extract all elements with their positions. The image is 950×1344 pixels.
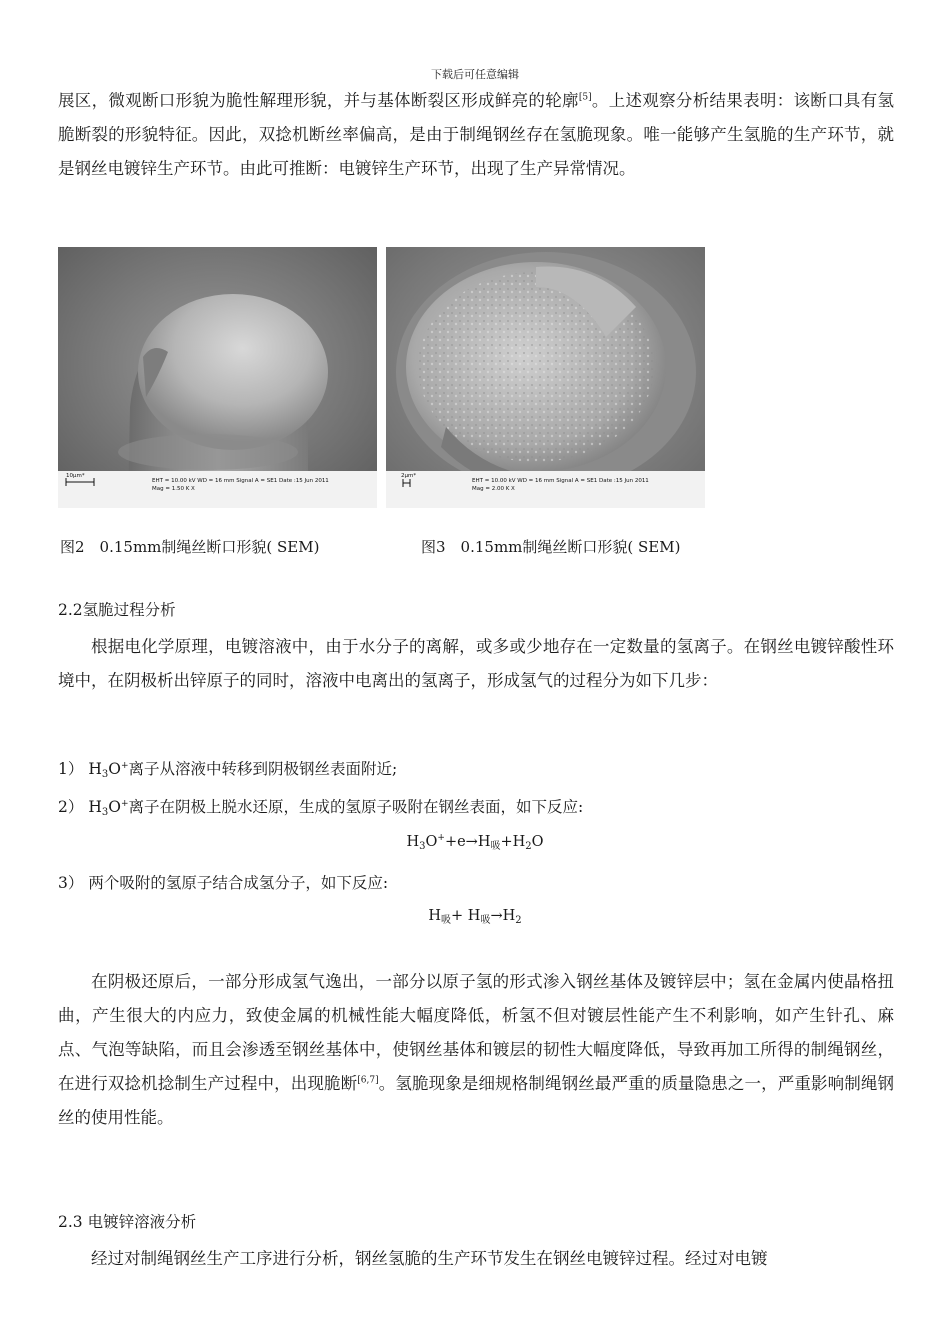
sem-info-line1: EHT = 10.00 kV WD = 16 mm Signal A = SE1 Date :15 Jun 2011	[152, 478, 329, 484]
equation-2: $H_吸+ H_吸\to H_2$	[428, 908, 522, 926]
sem-info-line1: EHT = 10.00 kV WD = 16 mm Signal A = SE1 Date :15 Jun 2011	[472, 478, 649, 484]
sem-info-line2: Mag = 1.50 K X	[152, 486, 195, 492]
section-heading-2-2: 2.2氢脆过程分析	[58, 601, 176, 619]
equation-1: $H_3O^++e\to H_吸+H_2O$	[406, 833, 544, 852]
citation-ref: [6,7]	[357, 1075, 379, 1086]
sem-image-figure3	[386, 247, 705, 508]
step-1: 1） $H_3O^+$离子从溶液中转移到阴极钢丝表面附近;	[58, 760, 398, 780]
paragraph-hydrogen-process: 根据电化学原理，电镀溶液中，由于水分子的离解，或多或少地存在一定数量的氢离子。在钢丝电镀锌酸性环境中，在阴极析出锌原子的同时，溶液中电离出的氢离子，形成氢气的过程分为如下几步：	[58, 637, 894, 690]
scale-bar-label: 10μm*	[66, 473, 85, 479]
step-3: 3） 两个吸附的氢原子结合成氢分子，如下反应:	[58, 874, 389, 892]
citation-ref: [5]	[578, 92, 592, 103]
figure3-caption: 图3 0.15mm制绳丝断口形貌( SEM)	[421, 538, 681, 556]
sem-info-line2: Mag = 2.00 K X	[472, 486, 515, 492]
paragraph-intro: 展区，微观断口形貌为脆性解理形貌，并与基体断裂区形成鲜亮的轮廓[5]。上述观察分析结果表明：该断口具有氢脆断裂的形貌特征。因此，双捻机断丝率偏高，是由于制绳钢丝存在氢脆现象。唯一能够产生氢脆的生产环节，就是钢丝电镀锌生产环节。由此可推断：电镀锌生产环节，出现了生产异常情况。	[58, 91, 895, 178]
step-2: 2） $H_3O^+$离子在阴极上脱水还原，生成的氢原子吸附在钢丝表面，如下反应:	[58, 798, 584, 818]
sem-image-figure2	[58, 247, 377, 508]
scale-bar-label: 2μm*	[401, 473, 417, 479]
paragraph-hydrogen-effects: 在阴极还原后，一部分形成氢气逸出，一部分以原子氢的形式渗入钢丝基体及镀锌层中；氢在金属内使晶格扭曲，产生很大的内应力，致使金属的机械性能大幅度降低，析氢不但对镀层性能产生不利影响，如产生针孔、麻点、气泡等缺陷，而且会渗透至钢丝基体中，使钢丝基体和镀层的韧性大幅度降低，导致再加工所得的制绳钢丝，在进行双捻机捻制生产过程中，出现脆断[6,7]。氢脆现象是细规格制绳钢丝最严重的质量隐患之一，严重影响制绳钢丝的使用性能。	[58, 972, 895, 1127]
section-heading-2-3: 2.3 电镀锌溶液分析	[58, 1213, 197, 1231]
paragraph-zinc-solution: 经过对制绳钢丝生产工序进行分析，钢丝氢脆的生产环节发生在钢丝电镀锌过程。经过对电镀	[91, 1249, 768, 1268]
page-header: 下载后可任意编辑	[431, 68, 519, 81]
figure2-caption: 图2 0.15mm制绳丝断口形貌( SEM)	[60, 538, 320, 556]
